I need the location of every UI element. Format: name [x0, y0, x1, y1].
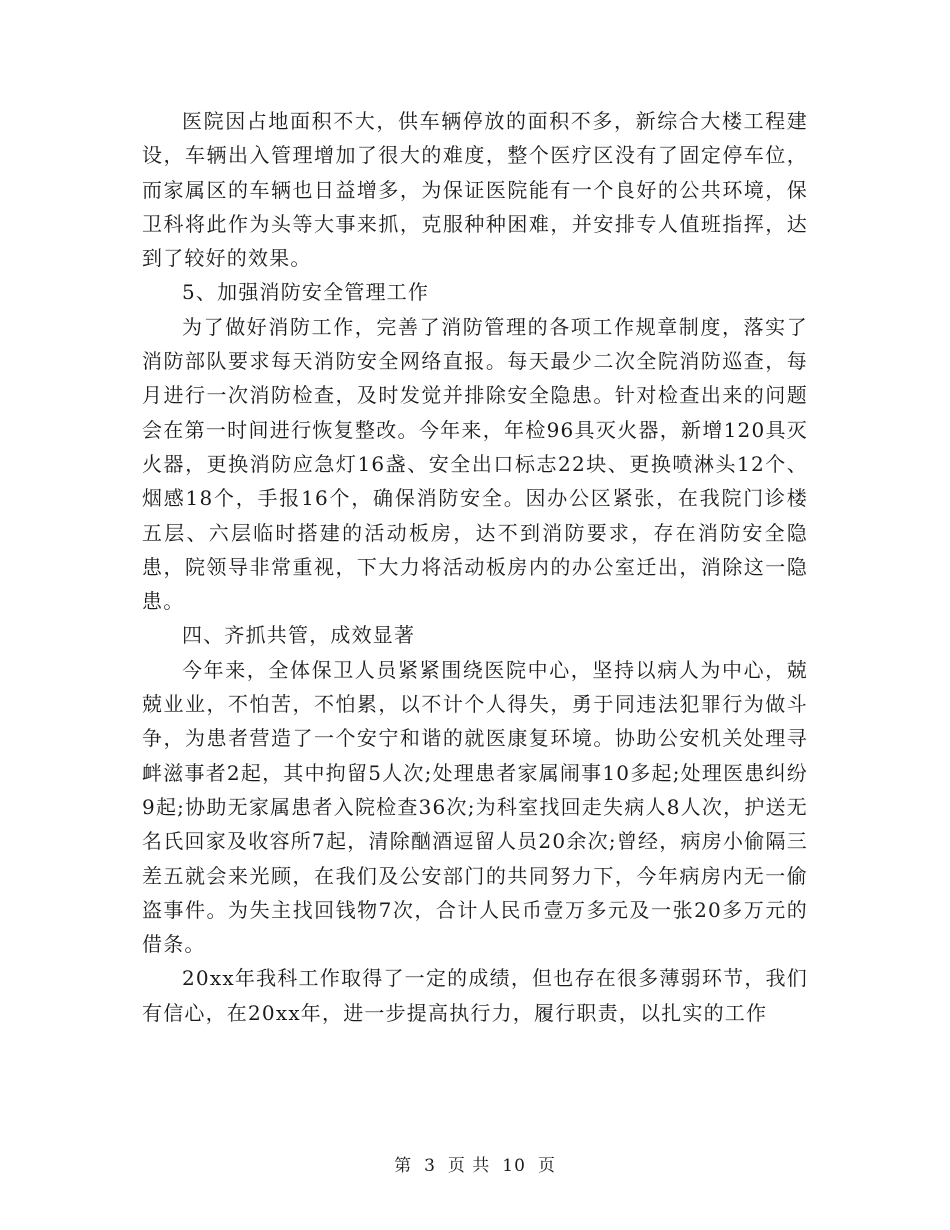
footer-current-page: 3	[424, 1156, 436, 1176]
footer-suffix: 页	[537, 1156, 556, 1176]
paragraph-outlook: 20xx年我科工作取得了一定的成绩，但也存在很多薄弱环节，我们有信心，在20xx年，进一步提高执行力，履行职责，以扎实的工作	[142, 966, 808, 1025]
paragraph-parking: 医院因占地面积不大，供车辆停放的面积不多，新综合大楼工程建设，车辆出入管理增加了很大的难度，整个医疗区没有了固定停车位，而家属区的车辆也日益增多，为保证医院能有一个良好的公共环境，保卫科将此作为头等大事来抓，克服种种困难，并安排专人值班指挥，达到了较好的效果。	[142, 109, 808, 271]
footer-prefix: 第	[394, 1156, 413, 1176]
section-heading-fire-safety: 5、加强消防安全管理工作	[182, 280, 430, 305]
section-heading-results: 四、齐抓共管，成效显著	[182, 623, 416, 648]
paragraph-fire-safety: 为了做好消防工作，完善了消防管理的各项工作规章制度，落实了消防部队要求每天消防安全网络直报。每天最少二次全院消防巡查，每月进行一次消防检查，及时发觉并排除安全隐患。针对检查出来的问题会在第一时间进行恢复整改。今年来，年检96具灭火器，新增120具灭火器，更换消防应急灯16盏、安全出口标志22块、更换喷淋头12个、烟感18个，手报16个，确保消防安全。因办公区紧张，在我院门诊楼五层、六层临时搭建的活动板房，达不到消防要求，存在消防安全隐患，院领导非常重视，下大力将活动板房内的办公室迁出，消除这一隐患。	[142, 314, 808, 614]
document-body	[142, 104, 808, 1030]
paragraph-results: 今年来，全体保卫人员紧紧围绕医院中心，坚持以病人为中心，兢兢业业，不怕苦，不怕累，以不计个人得失，勇于同违法犯罪行为做斗争，为患者营造了一个安宁和谐的就医康复环境。协助公安机关处理寻衅滋事者2起，其中拘留5人次;处理患者家属闹事10多起;处理医患纠纷9起;协助无家属患者入院检查36次;为科室找回走失病人8人次，护送无名氏回家及收容所7起，清除酗酒逗留人员20余次;曾经，病房小偷隔三差五就会来光顾，在我们及公安部门的共同努力下，今年病房内无一偷盗事件。为失主找回钱物7次，合计人民币壹万多元及一张20多万元的借条。	[142, 657, 808, 957]
page-footer	[0, 1154, 950, 1178]
footer-total-pages: 10	[502, 1156, 526, 1176]
footer-middle: 页 共	[447, 1156, 491, 1176]
